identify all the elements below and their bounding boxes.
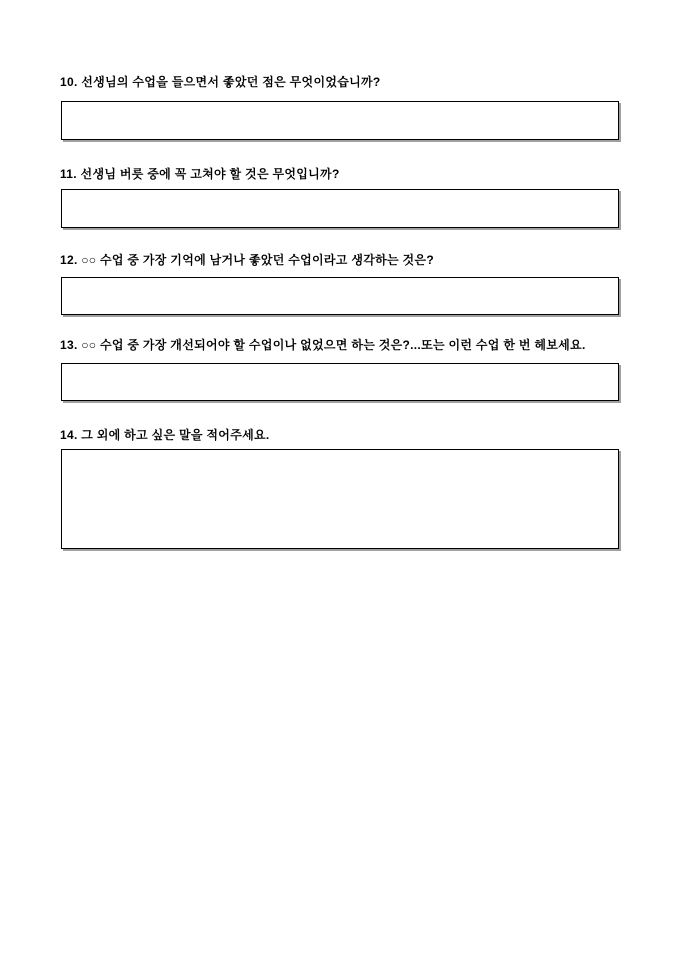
question-10-answer-box[interactable] <box>61 101 619 140</box>
question-14-label: 14. 그 외에 하고 싶은 말을 적어주세요. <box>60 428 270 442</box>
question-13-label: 13. ○○ 수업 중 가장 개선되어야 할 수업이나 없었으면 하는 것은?...또는 이런 수업 한 번 헤보세요. <box>60 338 586 352</box>
question-14-answer-box[interactable] <box>61 449 619 549</box>
question-11-answer-box[interactable] <box>61 189 619 228</box>
question-12-label: 12. ○○ 수업 중 가장 기억에 남거나 좋았던 수업이라고 생각하는 것은? <box>60 253 434 267</box>
question-11-label: 11. 선생님 버릇 중에 꼭 고쳐야 할 것은 무엇입니까? <box>60 167 340 181</box>
question-13-answer-box[interactable] <box>61 363 619 401</box>
question-12-answer-box[interactable] <box>61 277 619 315</box>
question-10-label: 10. 선생님의 수업을 들으면서 좋았던 점은 무엇이었습니까? <box>60 75 381 89</box>
